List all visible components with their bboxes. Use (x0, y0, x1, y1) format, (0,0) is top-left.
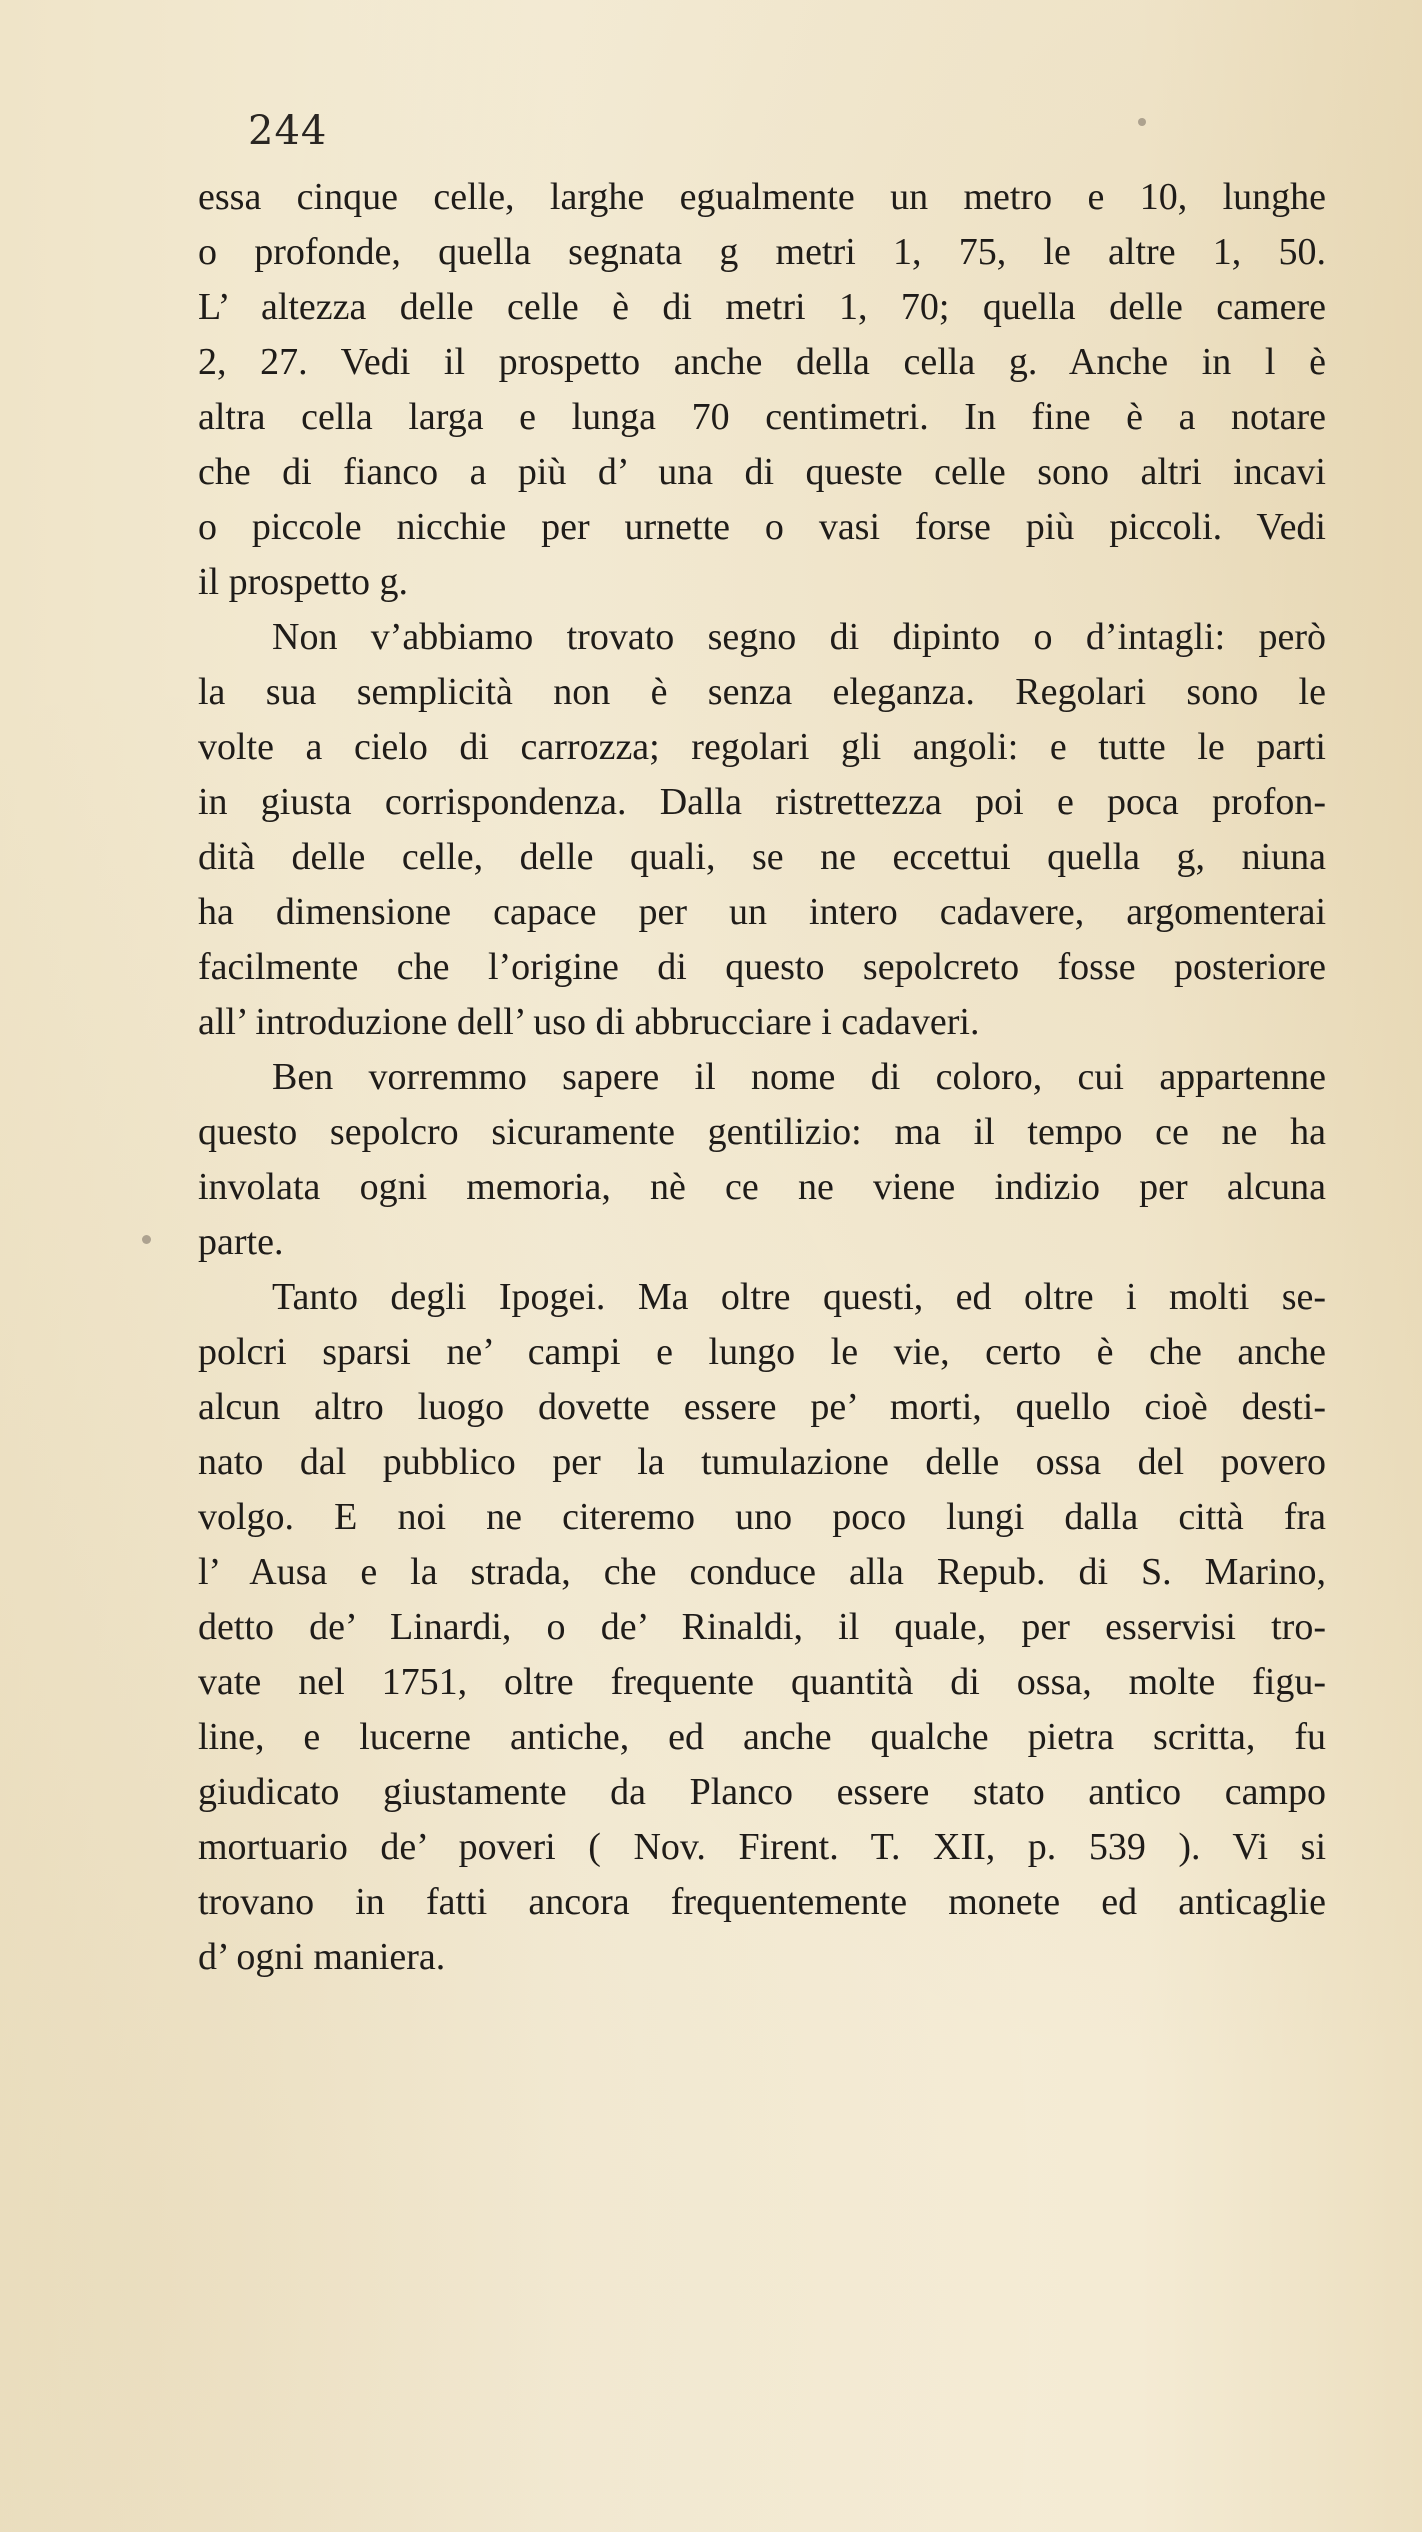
text-line: la sua semplicità non è senza eleganza. Regolari sono le (198, 671, 1326, 713)
text-line: giudicato giustamente da Planco essere stato antico campo (198, 1771, 1326, 1813)
text-line: volgo. E noi ne citeremo uno poco lungi dalla città fra (198, 1496, 1326, 1538)
text-line: all’ introduzione dell’ uso di abbrucciare i cadaveri. (198, 1001, 980, 1043)
text-line: essa cinque celle, larghe egualmente un metro e 10, lunghe (198, 176, 1326, 218)
text-line: mortuario de’ poveri ( Nov. Firent. T. XII, p. 539 ). Vi si (198, 1826, 1326, 1868)
paragraph-2 (198, 610, 1326, 1050)
text-line: Non v’abbiamo trovato segno di dipinto o d’intagli: però (272, 616, 1326, 658)
text-line: L’ altezza delle celle è di metri 1, 70; quella delle camere (198, 286, 1326, 328)
text-line: trovano in fatti ancora frequentemente monete ed anticaglie (198, 1881, 1326, 1923)
text-line: altra cella larga e lunga 70 centimetri. In fine è a notare (198, 396, 1326, 438)
page-number: 244 (248, 108, 328, 154)
text-line: ha dimensione capace per un intero cadavere, argomenterai (198, 891, 1326, 933)
text-line: Ben vorremmo sapere il nome di coloro, cui appartenne (272, 1056, 1326, 1098)
text-line: parte. (198, 1221, 284, 1263)
text-line: l’ Ausa e la strada, che conduce alla Repub. di S. Marino, (198, 1551, 1326, 1593)
paragraph-4 (198, 1270, 1326, 1985)
text-line: che di fianco a più d’ una di queste celle sono altri incavi (198, 451, 1326, 493)
text-line: volte a cielo di carrozza; regolari gli angoli: e tutte le parti (198, 726, 1326, 768)
text-line: detto de’ Linardi, o de’ Rinaldi, il quale, per esservisi tro- (198, 1606, 1326, 1648)
text-line: facilmente che l’origine di questo sepolcreto fosse posteriore (198, 946, 1326, 988)
text-line: vate nel 1751, oltre frequente quantità di ossa, molte figu- (198, 1661, 1326, 1703)
text-line: in giusta corrispondenza. Dalla ristrettezza poi e poca profon- (198, 781, 1326, 823)
text-line: o piccole nicchie per urnette o vasi forse più piccoli. Vedi (198, 506, 1326, 548)
body-text (198, 170, 1326, 1985)
text-line: line, e lucerne antiche, ed anche qualche pietra scritta, fu (198, 1716, 1326, 1758)
paragraph-1 (198, 170, 1326, 610)
text-line: alcun altro luogo dovette essere pe’ morti, quello cioè desti- (198, 1386, 1326, 1428)
paragraph-3 (198, 1050, 1326, 1270)
text-line: nato dal pubblico per la tumulazione delle ossa del povero (198, 1441, 1326, 1483)
text-line: involata ogni memoria, nè ce ne viene indizio per alcuna (198, 1166, 1326, 1208)
text-line: il prospetto g. (198, 561, 409, 603)
ink-speck (142, 1235, 151, 1244)
text-line: 2, 27. Vedi il prospetto anche della cella g. Anche in l è (198, 341, 1326, 383)
text-line: d’ ogni maniera. (198, 1936, 446, 1978)
text-line: polcri sparsi ne’ campi e lungo le vie, certo è che anche (198, 1331, 1326, 1373)
ink-speck (1138, 118, 1146, 126)
text-line: Tanto degli Ipogei. Ma oltre questi, ed oltre i molti se- (272, 1276, 1326, 1318)
text-line: o profonde, quella segnata g metri 1, 75, le altre 1, 50. (198, 231, 1326, 273)
text-line: questo sepolcro sicuramente gentilizio: ma il tempo ce ne ha (198, 1111, 1326, 1153)
text-line: dità delle celle, delle quali, se ne eccettui quella g, niuna (198, 836, 1326, 878)
